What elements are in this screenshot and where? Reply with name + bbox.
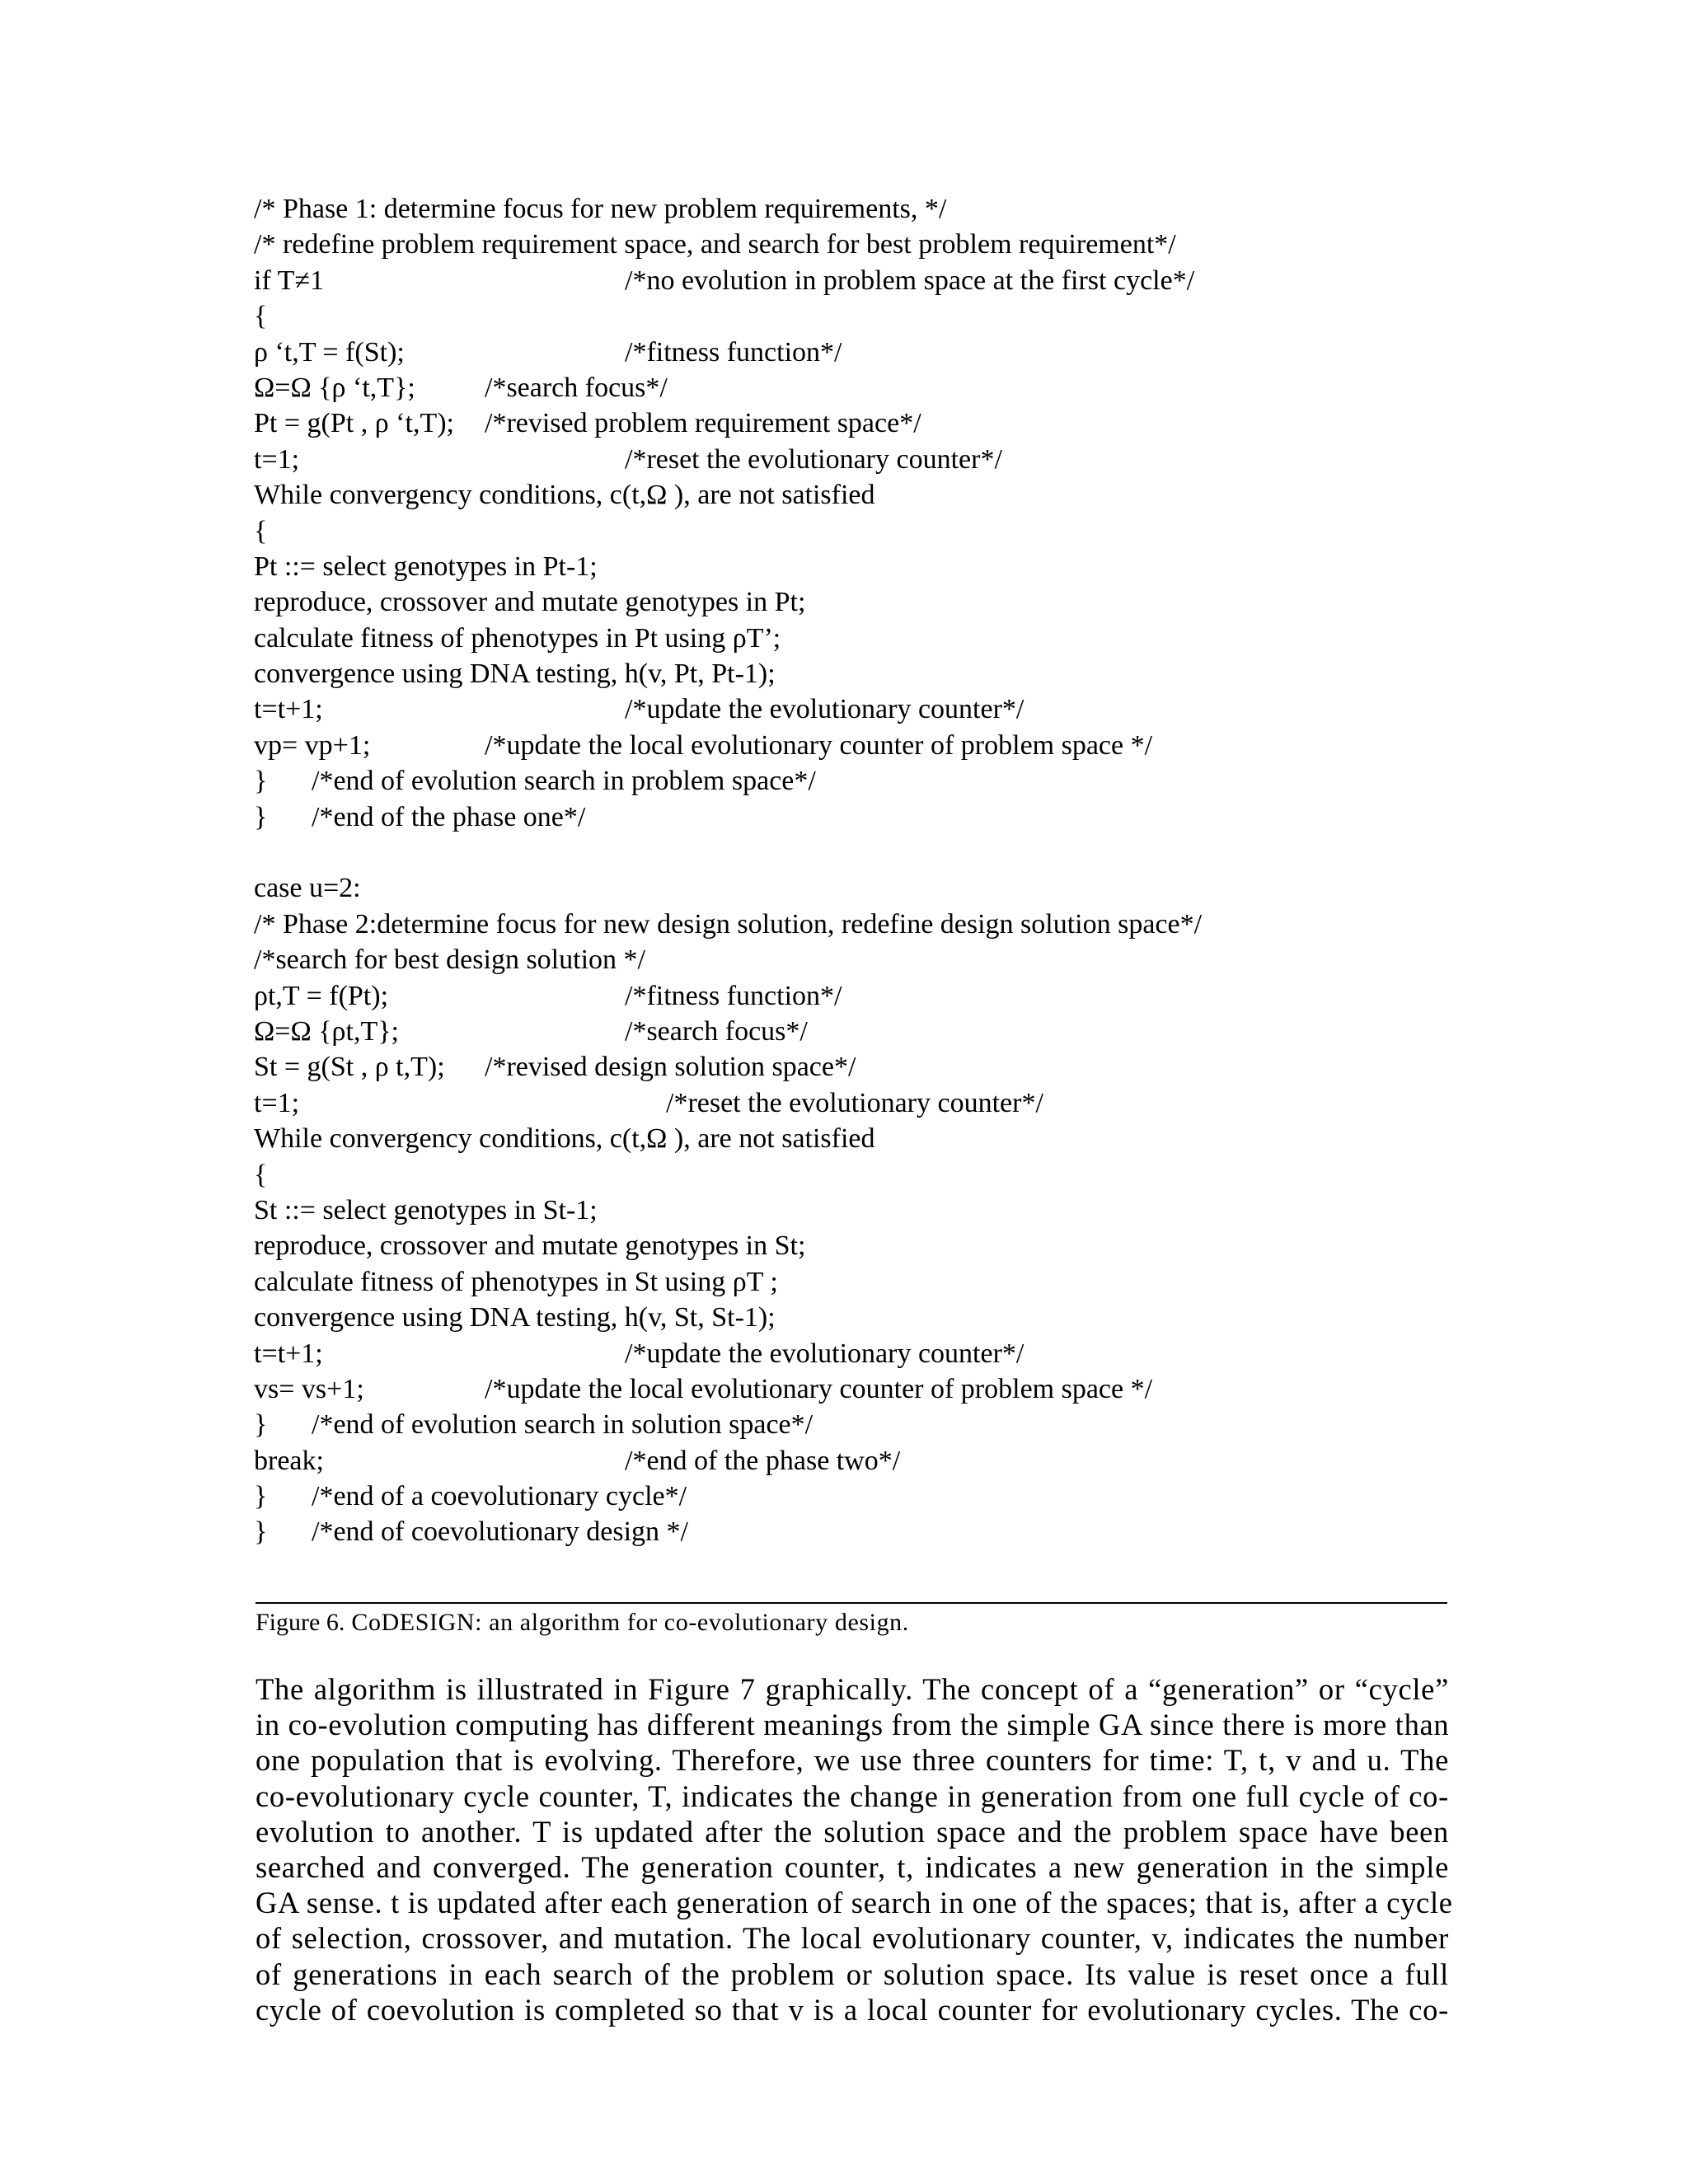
code-text: t=1; [254, 1087, 300, 1118]
code-text: /*search for best design solution */ [254, 944, 645, 976]
code-text: { [254, 1159, 268, 1190]
code-text: ρ ‘t,T = f(St); [254, 336, 405, 368]
code-line [254, 1300, 1490, 1335]
code-line [254, 1228, 1490, 1263]
figure-caption [256, 1609, 909, 1637]
code-comment: /*end of the phase one*/ [312, 801, 586, 832]
body-line: The algorithm is illustrated in Figure 7 graphically. The concept of a “generation” or “cycle” [256, 1672, 1449, 1706]
code-line [254, 1049, 1490, 1085]
code-comment: /*fitness function*/ [625, 980, 842, 1011]
code-line [254, 728, 1490, 763]
code-text: if T≠1 [254, 265, 325, 296]
code-line [254, 1085, 1490, 1121]
code-text: } [254, 1516, 268, 1548]
code-text: t=t+1; [254, 1338, 323, 1369]
code-comment: /*update the evolutionary counter*/ [625, 1338, 1025, 1369]
code-line [254, 978, 1490, 1014]
code-text: reproduce, crossover and mutate genotypes in Pt; [254, 587, 806, 618]
caption-label: Figure 6. [256, 1609, 345, 1636]
code-text: Pt = g(Pt , ρ ‘t,T); [254, 408, 454, 439]
code-line [254, 442, 1490, 477]
code-line [254, 1157, 1490, 1193]
body-line: co-evolutionary cycle counter, T, indicates the change in generation from one full cycle of co- [256, 1779, 1449, 1813]
body-line: one population that is evolving. Therefore, we use three counters for time: T, t, v and u. The [256, 1743, 1449, 1778]
code-text: } [254, 1409, 268, 1441]
body-line: of generations in each search of the problem or solution space. Its value is reset once a full [256, 1957, 1449, 1991]
code-line [254, 942, 1490, 977]
code-text: /* redefine problem requirement space, and search for best problem requirement*/ [254, 229, 1176, 260]
code-line [254, 1514, 1490, 1549]
code-line [254, 1407, 1490, 1442]
code-line [254, 656, 1490, 691]
code-text: } [254, 801, 268, 832]
code-line [254, 1479, 1490, 1514]
code-line [254, 1443, 1490, 1479]
code-comment: /*end of coevolutionary design */ [312, 1516, 689, 1548]
code-line [254, 763, 1490, 799]
body-line: of selection, crossover, and mutation. The local evolutionary counter, v, indicates the number [256, 1921, 1449, 1956]
code-text: /* Phase 1: determine focus for new problem requirements, */ [254, 194, 947, 224]
code-comment: /*end of a coevolutionary cycle*/ [312, 1481, 687, 1512]
code-text: Pt ::= select genotypes in Pt-1; [254, 551, 598, 582]
body-line: cycle of coevolution is completed so that v is a local counter for evolutionary cycles. The co- [256, 1992, 1449, 2027]
code-text: St = g(St , ρ t,T); [254, 1052, 445, 1083]
code-text: ρt,T = f(Pt); [254, 980, 389, 1011]
code-line [254, 621, 1490, 656]
code-text: While convergency conditions, c(t,Ω ), are not satisfied [254, 1123, 875, 1155]
body-line: searched and converged. The generation counter, t, indicates a new generation in the simple [256, 1850, 1449, 1885]
code-text: Ω=Ω {ρ ‘t,T}; [254, 372, 415, 403]
body-line: GA sense. t is updated after each generation of search in one of the spaces; that is, after a cycle [256, 1886, 1453, 1920]
code-text: t=1; [254, 443, 300, 475]
code-line [254, 1193, 1490, 1228]
algorithm-listing [254, 191, 1490, 1550]
code-line [254, 477, 1490, 513]
code-text: calculate fitness of phenotypes in St using ρT ; [254, 1266, 778, 1297]
code-line [254, 370, 1490, 405]
code-text: vp= vp+1; [254, 729, 371, 761]
code-line [254, 691, 1490, 727]
code-text: vs= vs+1; [254, 1373, 364, 1404]
code-comment: /*reset the evolutionary counter*/ [666, 1087, 1043, 1118]
code-line [254, 1264, 1490, 1300]
code-text: } [254, 766, 268, 797]
code-comment: /*revised problem requirement space*/ [485, 408, 921, 439]
code-text: /* Phase 2:determine focus for new design solution, redefine design solution space*/ [254, 908, 1203, 940]
code-comment: /*end of evolution search in problem space*/ [312, 766, 816, 797]
code-comment: /*search focus*/ [625, 1015, 808, 1047]
code-text: { [254, 301, 268, 332]
code-line [254, 405, 1490, 441]
code-line [254, 263, 1490, 298]
code-line [254, 907, 1490, 942]
code-comment: /*end of the phase two*/ [625, 1445, 901, 1476]
code-line [254, 1014, 1490, 1049]
body-line: evolution to another. T is updated after the solution space and the problem space have been [256, 1814, 1449, 1849]
code-comment: /*update the evolutionary counter*/ [625, 694, 1025, 725]
code-text: Ω=Ω {ρt,T}; [254, 1015, 399, 1047]
code-text: convergence using DNA testing, h(v, St, St-1); [254, 1302, 776, 1333]
code-text: t=t+1; [254, 694, 323, 725]
code-text: break; [254, 1445, 324, 1476]
code-text: reproduce, crossover and mutate genotypes in St; [254, 1230, 806, 1262]
caption-text: CoDESIGN: an algorithm for co-evolutionary design. [351, 1609, 909, 1636]
code-comment: /*revised design solution space*/ [485, 1052, 856, 1083]
code-comment: /*end of evolution search in solution space*/ [312, 1409, 814, 1441]
code-comment: /*fitness function*/ [625, 336, 842, 368]
code-comment: /*update the local evolutionary counter of problem space */ [485, 1373, 1153, 1404]
code-comment: /*no evolution in problem space at the first cycle*/ [625, 265, 1195, 296]
code-line [254, 335, 1490, 370]
code-text: convergence using DNA testing, h(v, Pt, Pt-1); [254, 658, 776, 690]
caption-rule [256, 1602, 1447, 1604]
code-line [254, 191, 1490, 227]
code-line [254, 298, 1490, 334]
blank-line [254, 835, 1490, 870]
code-line [254, 799, 1490, 835]
body-paragraph [256, 1671, 1453, 2027]
code-text: St ::= select genotypes in St-1; [254, 1194, 598, 1226]
code-comment: /*search focus*/ [485, 372, 668, 403]
code-line [254, 513, 1490, 549]
code-line [254, 1121, 1490, 1156]
code-text: } [254, 1481, 268, 1512]
code-line [254, 227, 1490, 262]
code-comment: /*reset the evolutionary counter*/ [625, 443, 1002, 475]
code-line [254, 1371, 1490, 1407]
code-text: While convergency conditions, c(t,Ω ), are not satisfied [254, 480, 875, 511]
code-text: case u=2: [254, 873, 361, 904]
body-line: in co-evolution computing has different meanings from the simple GA since there is more than [256, 1708, 1450, 1742]
code-line [254, 584, 1490, 620]
code-comment: /*update the local evolutionary counter of problem space */ [485, 729, 1153, 761]
code-text: calculate fitness of phenotypes in Pt using ρT’; [254, 622, 781, 654]
code-line [254, 870, 1490, 906]
code-line [254, 549, 1490, 584]
code-text: { [254, 515, 268, 546]
code-line [254, 1336, 1490, 1371]
